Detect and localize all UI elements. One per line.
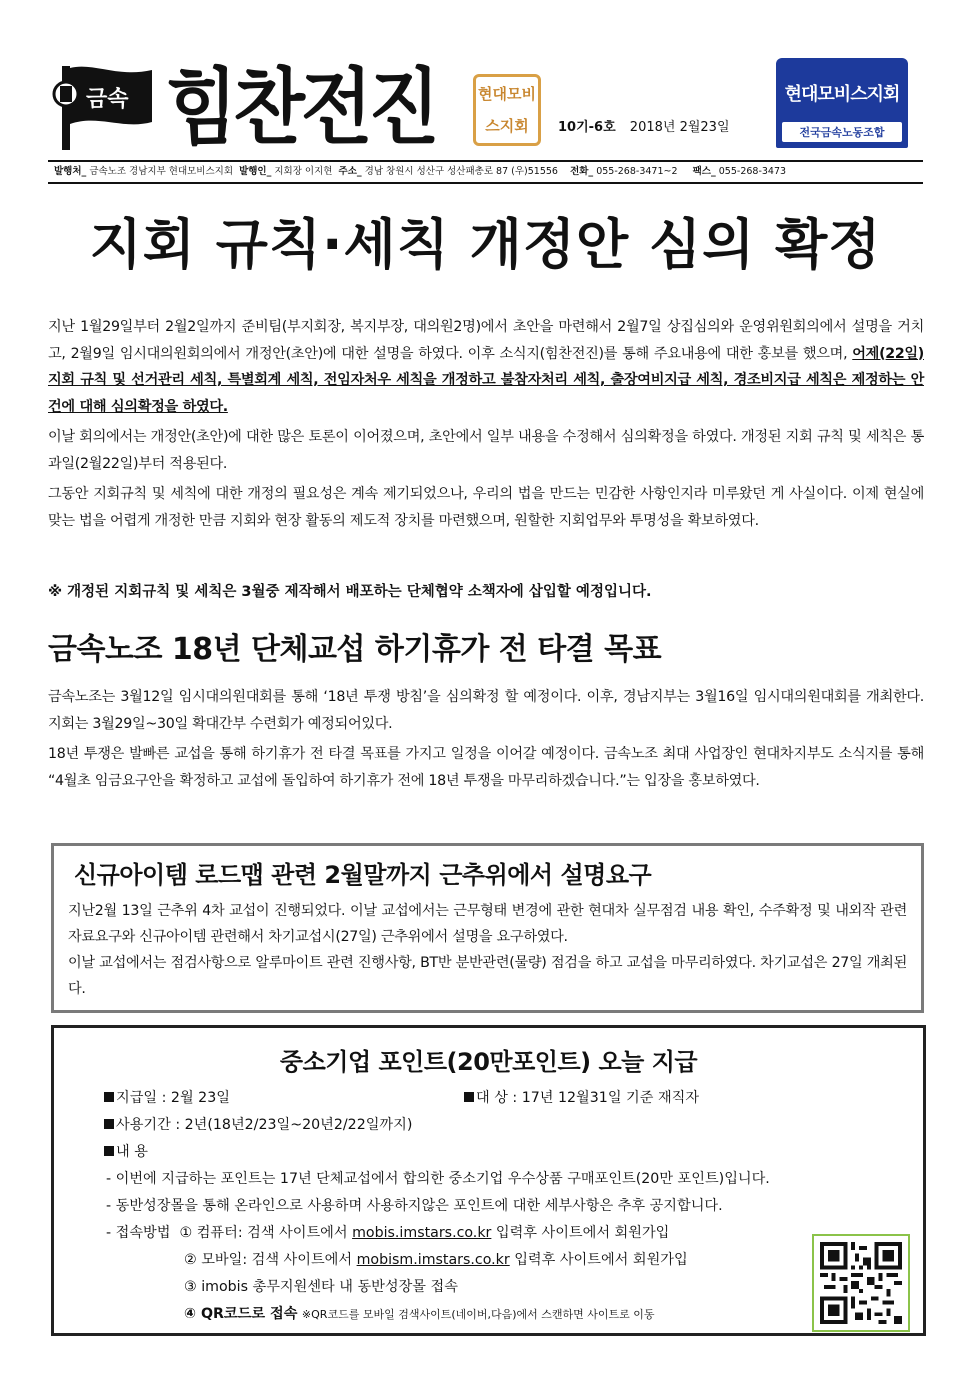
content-line1: - 이번에 지급하는 포인트는 17년 단체교섭에서 합의한 중소기업 우수상품 구매포인트(20만 포인트)입니다. (106, 1171, 770, 1187)
publisher-label: 발행처_ (54, 166, 87, 177)
notice-box-points (51, 1025, 926, 1336)
main-headline: 지회 규칙·세칙 개정안 심의 확정 (89, 213, 882, 276)
issuer: 지회장 이지현 (274, 166, 333, 177)
qr-code-icon (820, 1242, 902, 1324)
issue-date: 2018년 2월23일 (629, 120, 730, 135)
article1-para2: 이날 회의에서는 개정안(초안)에 대한 많은 토론이 이어졌으며, 초안에서 일부 내용을 수정해서 심의확정을 하였다. 개정된 지회 규칙 및 세칙은 통과일(2월22일)부터 적용된다. (48, 429, 924, 472)
content-line2: - 동반성장몰을 통해 온라인으로 사용하며 사용하지않은 포인트에 대한 세부사항은 추후 공지합니다. (106, 1198, 723, 1214)
method2-suffix: 입력후 사이트에서 회원가입 (509, 1252, 688, 1268)
address: 경남 창원시 성산구 성산패총로 87 (우)51556 (364, 166, 558, 177)
square-bullet-icon (464, 1092, 474, 1102)
union-flag-logo (48, 58, 158, 152)
period-row (104, 1115, 412, 1135)
period-label: 사용기간 : (116, 1117, 185, 1133)
method-row-3: ③ imobis 총무지원센타 내 동반성장몰 접속 (184, 1279, 458, 1295)
method-label: - 접속방법 (106, 1225, 171, 1241)
square-bullet-icon (104, 1092, 114, 1102)
article1-para3: 그동안 지회규칙 및 세칙에 대한 개정의 필요성은 계속 제기되었으나, 우리의 법을 만드는 민감한 사항인지라 미루왔던 게 사실이다. 이제 현실에 맞는 법을 어렵게 개정한 만큼 지회와 현장 활동의 제도적 장치를 마련했으며, 원할한 지회업무와 투명성을 확보하였다. (48, 486, 924, 529)
notice-box-roadmap (51, 843, 924, 1013)
issuer-label: 발행인_ (239, 166, 272, 177)
article2-body (48, 684, 924, 794)
phone: 055-268-3471~2 (596, 166, 678, 177)
method1-prefix: ① 컴퓨터: 검색 사이트에서 (179, 1225, 353, 1241)
mobism-link[interactable]: mobism.imstars.co.kr (356, 1252, 510, 1268)
mobis-link[interactable]: mobis.imstars.co.kr (352, 1225, 492, 1241)
method-row-1 (106, 1223, 669, 1243)
article1-para1 (48, 314, 924, 420)
method4: ④ QR코드로 접속 (184, 1306, 298, 1322)
seal-stamp (473, 74, 541, 146)
box1-para2: 이날 교섭에서는 점검사항으로 알루마이트 관련 진행사항, BT반 분반관련(물량) 점검을 하고 교섭을 마무리하였다. 차기교섭은 27일 개최된다. (68, 955, 907, 997)
logo-text: 금속 (86, 87, 129, 112)
article1-para1-text: 지난 1월29일부터 2월2일까지 준비팀(부지회장, 복지부장, 대의원2명)에서 초안을 마련해서 2월7일 상집심의와 운영위원회의에서 설명을 거치고, 2월9일 임시대의원회의에서 개정안(초안)에 대한 설명을 하였다. 이후 소식지(힘찬전진)를 통해 주요내용에 대한 홍보를 했으며, (48, 319, 924, 362)
article2-para1: 금속노조는 3월12일 임시대의원대회를 통해 ‘18년 투쟁 방침’을 심의확정 할 예정이다. 이후, 경남지부는 3월16일 임시대의원대회를 개최한다. 지회는 3월29일~30일 확대간부 수련회가 예정되어있다. (48, 689, 924, 732)
publication-bar (48, 160, 923, 184)
pay-date-row (104, 1088, 230, 1108)
article2-title: 금속노조 18년 단체교섭 하기휴가 전 타결 목표 (48, 632, 662, 667)
method2-prefix: ② 모바일: 검색 사이트에서 (184, 1252, 357, 1268)
content-row (104, 1142, 148, 1162)
square-bullet-icon (104, 1146, 114, 1156)
newsletter-title: 힘찬전진 (166, 59, 436, 157)
address-label: 주소_ (338, 166, 362, 177)
method-row-4 (184, 1304, 655, 1325)
method-row-2 (184, 1250, 688, 1270)
box1-para1: 지난2월 13일 근추위 4차 교섭이 진행되었다. 이날 교섭에서는 근무형태 변경에 관한 현대차 실무점검 내용 확인, 수주확정 및 내외작 관련 자료요구와 신규아이템 관련해서 차기교섭시(27일) 근추위에서 설명을 요구하였다. (68, 903, 907, 945)
fax: 055-268-3473 (718, 166, 787, 177)
period: 2년(18년2/23일~20년2/22일까지) (184, 1117, 413, 1133)
article1-note: ※ 개정된 지회규칙 및 세칙은 3월중 제작해서 배포하는 단체협약 소책자에 삽입할 예정입니다. (48, 584, 652, 600)
issue-info (558, 116, 730, 135)
article2-para2: 18년 투쟁은 발빠른 교섭을 통해 하기휴가 전 타결 목표를 가지고 일정을 이어갈 예정이다. 금속노조 최대 사업장인 현대차지부도 소식지를 통해 “4월초 임금요구안을 확정하고 교섭에 돌입하여 하기휴가 전에 18년 투쟁을 마무리하겠습니다.”는 입장을 홍보하였다. (48, 746, 924, 789)
union-badge (776, 58, 908, 148)
seal-text: 현대모비스지회 (478, 85, 536, 135)
union-badge-bottom: 전국금속노동조합 (782, 122, 902, 142)
pay-date: 2월 23일 (170, 1090, 230, 1106)
box1-title: 신규아이템 로드맵 관련 2월말까지 근추위에서 설명요구 (74, 861, 652, 889)
fax-label: 팩스_ (692, 166, 716, 177)
method4-note: ※QR코드를 모바일 검색사이트(네이버,다음)에서 스캔하면 사이트로 이동 (301, 1308, 655, 1321)
pay-date-label: 지급일 : (116, 1090, 171, 1106)
publisher: 금속노조 경남지부 현대모비스지회 (89, 166, 234, 177)
target-label: 대 상 : (476, 1090, 522, 1106)
box2-title: 중소기업 포인트(20만포인트) 오늘 지급 (279, 1048, 698, 1076)
masthead (48, 52, 923, 160)
issue-number: 10기-6호 (558, 120, 616, 135)
phone-label: 전화_ (570, 166, 594, 177)
target-row (464, 1088, 699, 1108)
content-label: 내 용 (116, 1144, 148, 1160)
article1-para1-underlined: 어제(22일) 지회 규칙 및 선거관리 세칙, 특별회계 세칙, 전임자처우 세칙을 개정하고 불참자처리 세칙, 출장여비지급 세칙, 경조비지급 세칙은 제정하는 안건에 대해 심의확정을 하였다. (48, 345, 924, 415)
square-bullet-icon (104, 1119, 114, 1129)
union-badge-top: 현대모비스지회 (784, 84, 900, 105)
qr-code[interactable] (812, 1234, 910, 1332)
target: 17년 12월31일 기준 재직자 (521, 1090, 700, 1106)
article1-body (48, 314, 924, 534)
method1-suffix: 입력후 사이트에서 회원가입 (491, 1225, 670, 1241)
